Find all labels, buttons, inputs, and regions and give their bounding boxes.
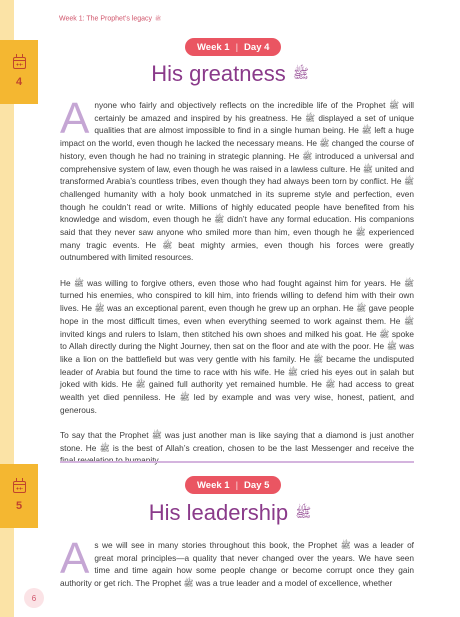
section-title — [0, 500, 460, 526]
running-header — [59, 15, 161, 23]
margin-stripe — [0, 0, 14, 40]
paragraph: He ﷺ was willing to forgive others, even those who had fought against him for years. He ﷺ turned his enemies, who conspired to kill him, into friends willing to defend him with their own lives. He ﷺ was an exceptional parent, even though he grew up an orphan. He ﷺ gave people hope in the most difficult times, even when everything seemed to work against them. He ﷺ invited kings and rulers to Islam, then stitched his own shoes and milked his goat. He ﷺ spoke to Allah directly during the Night Journey, then sat on the floor and ate with the poor. He ﷺ was like a lion on the battlefield but was very gentle with his family. He ﷺ became the undisputed leader of Arabia but found the time to race with his wife. He ﷺ cried his eyes out in ṣalah but joked with kids. He ﷺ gained full authority yet remained humble. He ﷺ had access to great wealth yet died penniless. He ﷺ led by example and was very wise, honest, patient, and generous. — [60, 277, 415, 415]
paragraph-text: nyone who fairly and objectively reflects on the incredible life of the Prophet ﷺ will certainly be amazed and inspired by his greatness. He ﷺ displayed a set of unique qualities that are almost impossible to find in a single human being. He ﷺ left a huge impact on the world, even though he lacked the necessary means. He ﷺ changed the course of history, even though he had no training in strategic planning. He ﷺ introduced a universal and comprehensive system of law, even though he was raised in a lawless culture. He ﷺ united and transformed Arabia’s countless tribes, even though they had always been torn by conflict. He ﷺ challenged humanity with a holy book unmatched in its supreme style and perfection, even though he couldn’t read or write. Millions of highly educated people have benefited from his knowledge and wisdom, even though he ﷺ didn’t have any formal education. His companions said that they never saw anyone who smiled more than him, even though he ﷺ experienced many tragic events. He ﷺ beat mighty armies, even though his forces were greatly outnumbered with limited resources. — [60, 100, 415, 263]
badge-separator: | — [235, 479, 239, 491]
salawat-mark: ﷺ — [295, 505, 312, 521]
paragraph — [60, 94, 415, 264]
running-header-title: Week 1: The Prophet’s legacy — [59, 15, 152, 23]
section-body — [60, 534, 414, 602]
paragraph-text: s we will see in many stories throughout this book, the Prophet ﷺ was a leader of great moral principles—a quality that never changed over the years. We have seen time and time again how some people change or become corrupt once they gain authority or get rich. The Prophet ﷺ was a true leader and a model of excellence, whether — [60, 540, 414, 589]
paragraph: To say that the Prophet ﷺ was just another man is like saying that a diamond is just another stone. He ﷺ is the best of Allah’s creation, chosen to be the last Messenger and receive the final revelation to humanity. — [60, 430, 414, 466]
badge-day: Day 4 — [244, 41, 270, 53]
drop-cap: A — [60, 534, 90, 583]
week-day-badge — [185, 38, 281, 56]
section-title — [0, 61, 460, 87]
badge-day: Day 5 — [244, 479, 270, 491]
section-divider — [60, 461, 414, 463]
margin-stripe — [0, 104, 14, 464]
week-day-badge — [185, 476, 281, 494]
day-tab-number: 4 — [15, 75, 23, 88]
calendar-icon — [13, 481, 26, 493]
badge-separator: | — [235, 41, 239, 53]
section-title-text: His leadership — [148, 500, 289, 525]
section-body — [60, 94, 415, 480]
salawat-mark: ﷺ — [154, 16, 162, 22]
page-number: 6 — [24, 588, 44, 608]
badge-week: Week 1 — [197, 479, 230, 491]
paragraph — [60, 534, 414, 590]
section-title-text: His greatness — [151, 61, 286, 86]
badge-week: Week 1 — [197, 41, 230, 53]
salawat-mark: ﷺ — [292, 66, 309, 82]
day-tab-number: 5 — [15, 499, 23, 512]
margin-stripe — [0, 528, 14, 617]
drop-cap: A — [60, 94, 90, 143]
